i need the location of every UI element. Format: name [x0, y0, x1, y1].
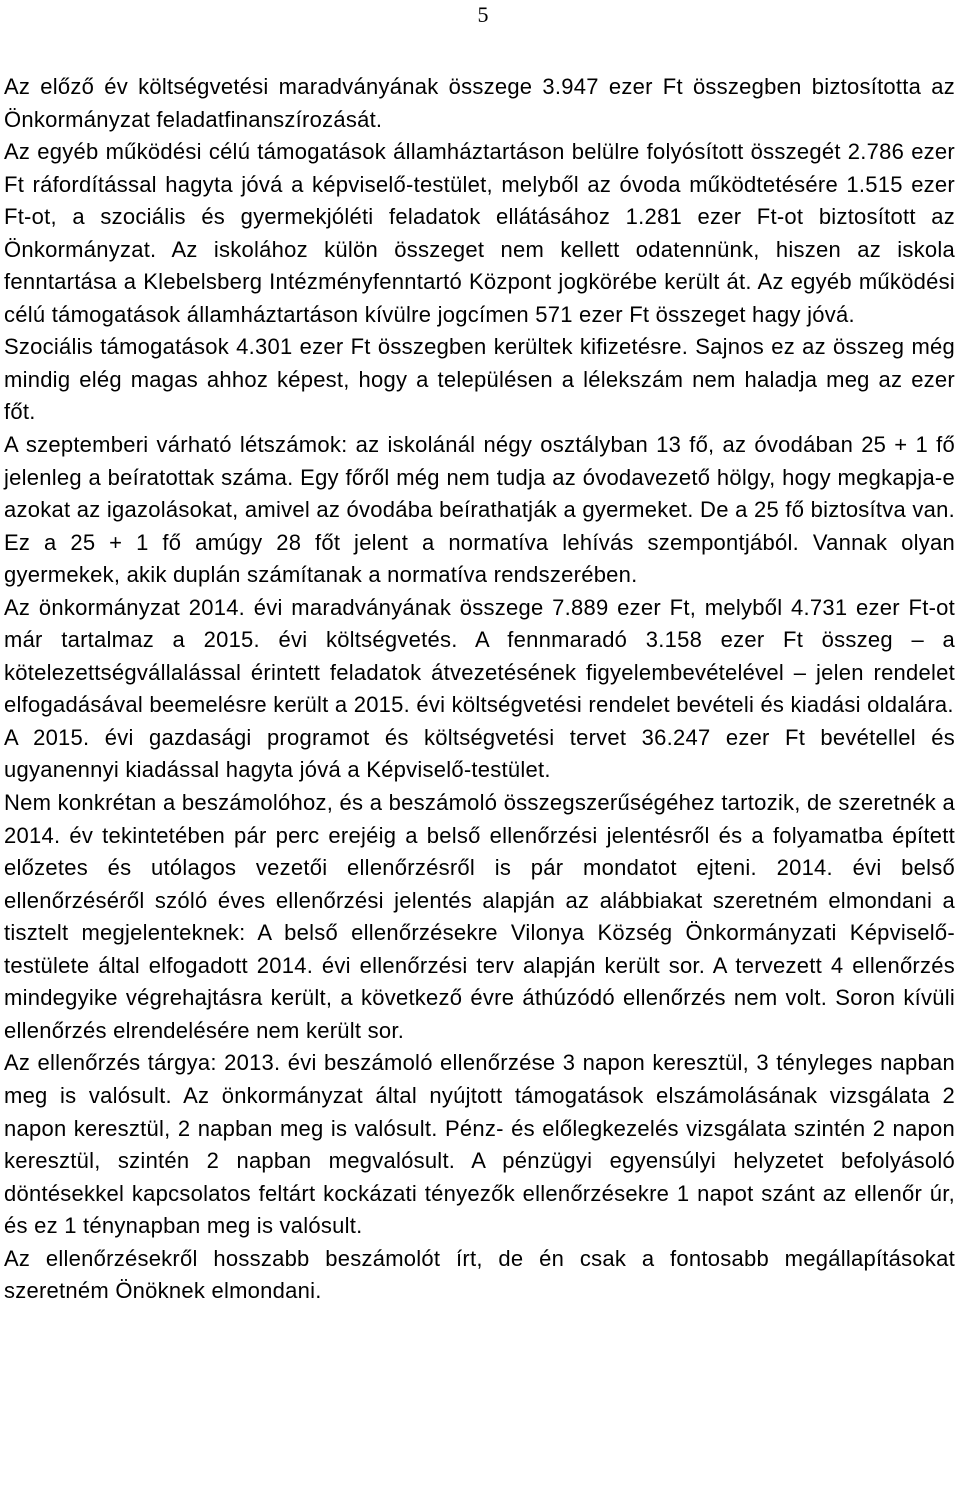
- paragraph-operating-grants: Az egyéb működési célú támogatások államháztartáson belülre folyósított összegét 2.786 ezer Ft ráfordítással hagyta jóvá a képviselő-testület, melyből az óvoda működtetésére 1.515 ezer Ft-ot, a szociális és gyermekjóléti feladatok ellátásához 1.281 ezer Ft-ot biztosított az Önkormányzat. Az iskolához külön összeget nem kellett odatennünk, hiszen az iskola fenntartása a Klebelsberg Intézményfenntartó Központ jogkörébe került át. Az egyéb működési célú támogatások államháztartáson kívülre jogcímen 571 ezer Ft összeget hagy jóvá.: [4, 139, 955, 327]
- paragraph-internal-audit: Nem konkrétan a beszámolóhoz, és a beszámoló összegszerűségéhez tartozik, de szeretnék a 2014. év tekintetében pár perc erejéig a belső ellenőrzési jelentésről és a folyamatba épített előzetes és utólagos vezetői ellenőrzésről is pár mondatot ejteni. 2014. évi belső ellenőrzéséről szóló éves ellenőrzési jelentés alapján az alábbiakat szeretném elmondani a tisztelt megjelenteknek: A belső ellenőrzésekre Vilonya Község Önkormányzati Képviselő-testülete által elfogadott 2014. évi ellenőrzési terv alapján került sor. A tervezett 4 ellenőrzés mindegyike végrehajtásra került, a következő évre áthúzódó ellenőrzés nem volt. Soron kívüli ellenőrzés elrendelésére nem került sor.: [4, 790, 955, 1043]
- paragraph-audit-report: Az ellenőrzésekről hosszabb beszámolót írt, de én csak a fontosabb megállapításokat szeretném Önöknek elmondani.: [4, 1245, 955, 1304]
- page-number: 5: [477, 2, 489, 27]
- paragraph-social-support: Szociális támogatások 4.301 ezer Ft összegben kerültek kifizetésre. Sajnos ez az összeg még mindig elég magas ahhoz képest, hogy a településen a lélekszám nem haladja meg az ezer főt.: [4, 334, 955, 425]
- paragraph-audit-subjects: Az ellenőrzés tárgya: 2013. évi beszámoló ellenőrzése 3 napon keresztül, 3 tényleges napban meg is valósult. Az önkormányzat által nyújtott támogatások elszámolásának vizsgálata 2 napon keresztül, 2 napban meg is valósult. Pénz- és előlegkezelés vizsgálata szintén 2 napon keresztül, szintén 2 napban megvalósult. A pénzügyi egyensúlyi helyzetet befolyásoló döntésekkel kapcsolatos feltárt kockázati tényezők ellenőrzésekre 1 napot szánt az ellenőr úr, és ez 1 ténynapban meg is valósult.: [4, 1050, 955, 1239]
- paragraph-previous-year-remainder: Az előző év költségvetési maradványának összege 3.947 ezer Ft összegben biztosította az Önkormányzat feladatfinanszírozását.: [4, 74, 955, 132]
- paragraph-2014-remainder: Az önkormányzat 2014. évi maradványának összege 7.889 ezer Ft, melyből 4.731 ezer Ft-ot már tartalmaz a 2015. évi költségvetés. A fennmaradó 3.158 ezer Ft összeg – a kötelezettségvállalással érintett feladatok átvezetésének figyelembevételével – jelen rendelet elfogadásával beemelésre került a 2015. évi költségvetési rendelet bevételi és kiadási oldalára.: [4, 594, 955, 718]
- document-body: [4, 71, 955, 1308]
- paragraph-2015-budget: A 2015. évi gazdasági programot és költségvetési tervet 36.247 ezer Ft bevétellel és ugyanennyi kiadással hagyta jóvá a Képviselő-testület.: [4, 724, 955, 783]
- paragraph-enrollment-numbers: A szeptemberi várható létszámok: az iskolánál négy osztályban 13 fő, az óvodában 25 + 1 fő jelenleg a beíratottak száma. Egy főről még nem tudja az óvodavezető hölgy, hogy megkapja-e azokat az igazolásokat, amivel az óvodába beírathatják a gyermeket. De a 25 fő biztosítva van. Ez a 25 + 1 fő amúgy 28 főt jelent a normatíva lehívás szempontjából. Vannak olyan gyermekek, akik duplán számítanak a normatíva rendszerében.: [4, 432, 955, 588]
